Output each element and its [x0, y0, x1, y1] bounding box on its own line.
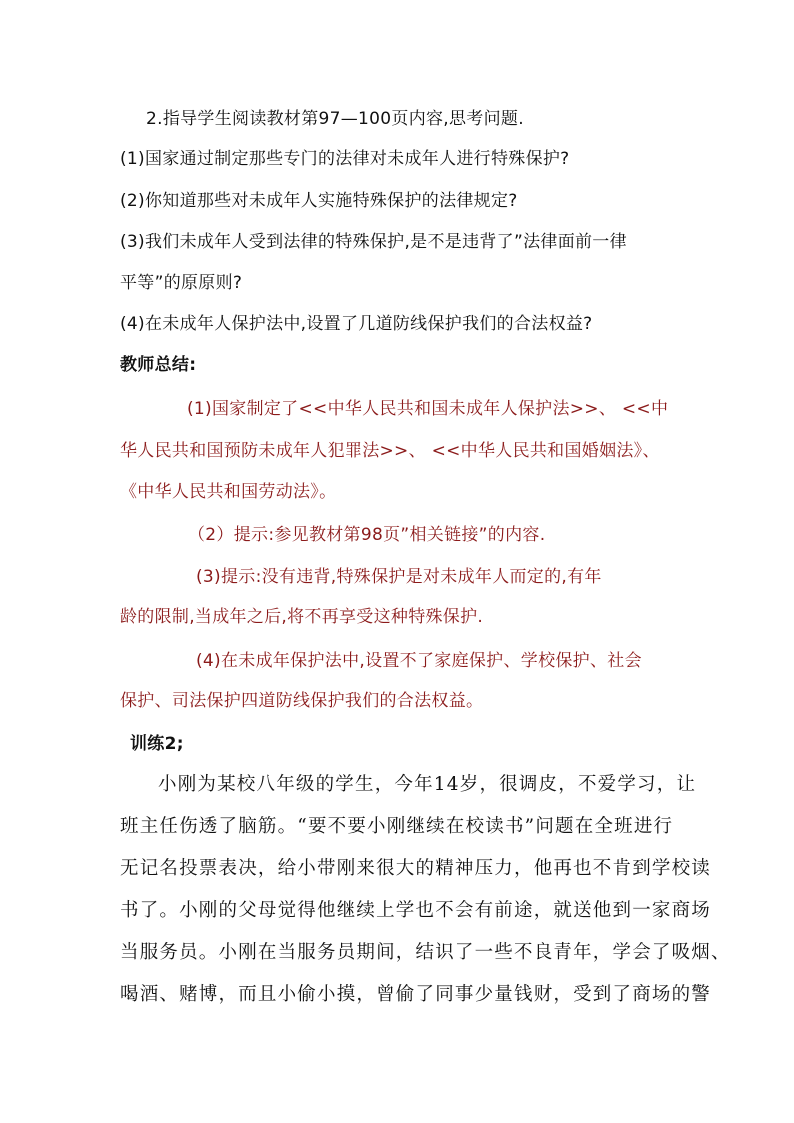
question-3-line-2: 平等”的原原则?	[120, 273, 243, 293]
summary-heading: 教师总结:	[120, 355, 197, 375]
training-paragraph-line-2: 班主任伤透了脑筋。“要不要小刚继续在校读书”问题在全班进行	[120, 816, 674, 837]
training-paragraph-line-1: 小刚为某校八年级的学生，今年14岁，很调皮，不爱学习，让	[158, 774, 697, 795]
question-intro: 2.指导学生阅读教材第97—100页内容,思考问题.	[146, 109, 524, 129]
question-2: (2)你知道那些对未成年人实施特殊保护的法律规定?	[120, 191, 518, 211]
training-heading: 训练2;	[130, 734, 184, 754]
question-4: (4)在未成年人保护法中,设置了几道防线保护我们的合法权益?	[120, 314, 593, 334]
training-paragraph-line-6: 喝酒、赌博，而且小偷小摸，曾偷了同事少量钱财，受到了商场的警	[120, 984, 712, 1005]
answer-3-line-2: 龄的限制,当成年之后,将不再享受这种特殊保护.	[120, 607, 484, 627]
answer-4-line-1: (4)在未成年保护法中,设置不了家庭保护、学校保护、社会	[196, 651, 642, 671]
answer-1-line-3: 《中华人民共和国劳动法》。	[120, 482, 337, 502]
answer-3-line-1: (3)提示:没有违背,特殊保护是对未成年人而定的,有年	[196, 567, 602, 587]
answer-1-line-1: (1)国家制定了<<中华人民共和国未成年人保护法>>、 <<中	[187, 399, 669, 419]
training-paragraph-line-4: 书了。小刚的父母觉得他继续上学也不会有前途，就送他到一家商场	[120, 900, 712, 921]
question-1: (1)国家通过制定那些专门的法律对未成年人进行特殊保护?	[120, 149, 570, 169]
training-paragraph-line-3: 无记名投票表决，给小带刚来很大的精神压力，他再也不肯到学校读	[120, 858, 712, 879]
answer-1-line-2: 华人民共和国预防未成年人犯罪法>>、 <<中华人民共和国婚姻法》、	[120, 441, 660, 461]
answer-2: （2）提示:参见教材第98页”相关链接”的内容.	[188, 525, 546, 545]
question-3-line-1: (3)我们未成年人受到法律的特殊保护,是不是违背了”法律面前一律	[120, 232, 627, 252]
training-paragraph-line-5: 当服务员。小刚在当服务员期间，结识了一些不良青年，学会了吸烟、	[120, 942, 731, 963]
answer-4-line-2: 保护、司法保护四道防线保护我们的合法权益。	[120, 691, 484, 711]
